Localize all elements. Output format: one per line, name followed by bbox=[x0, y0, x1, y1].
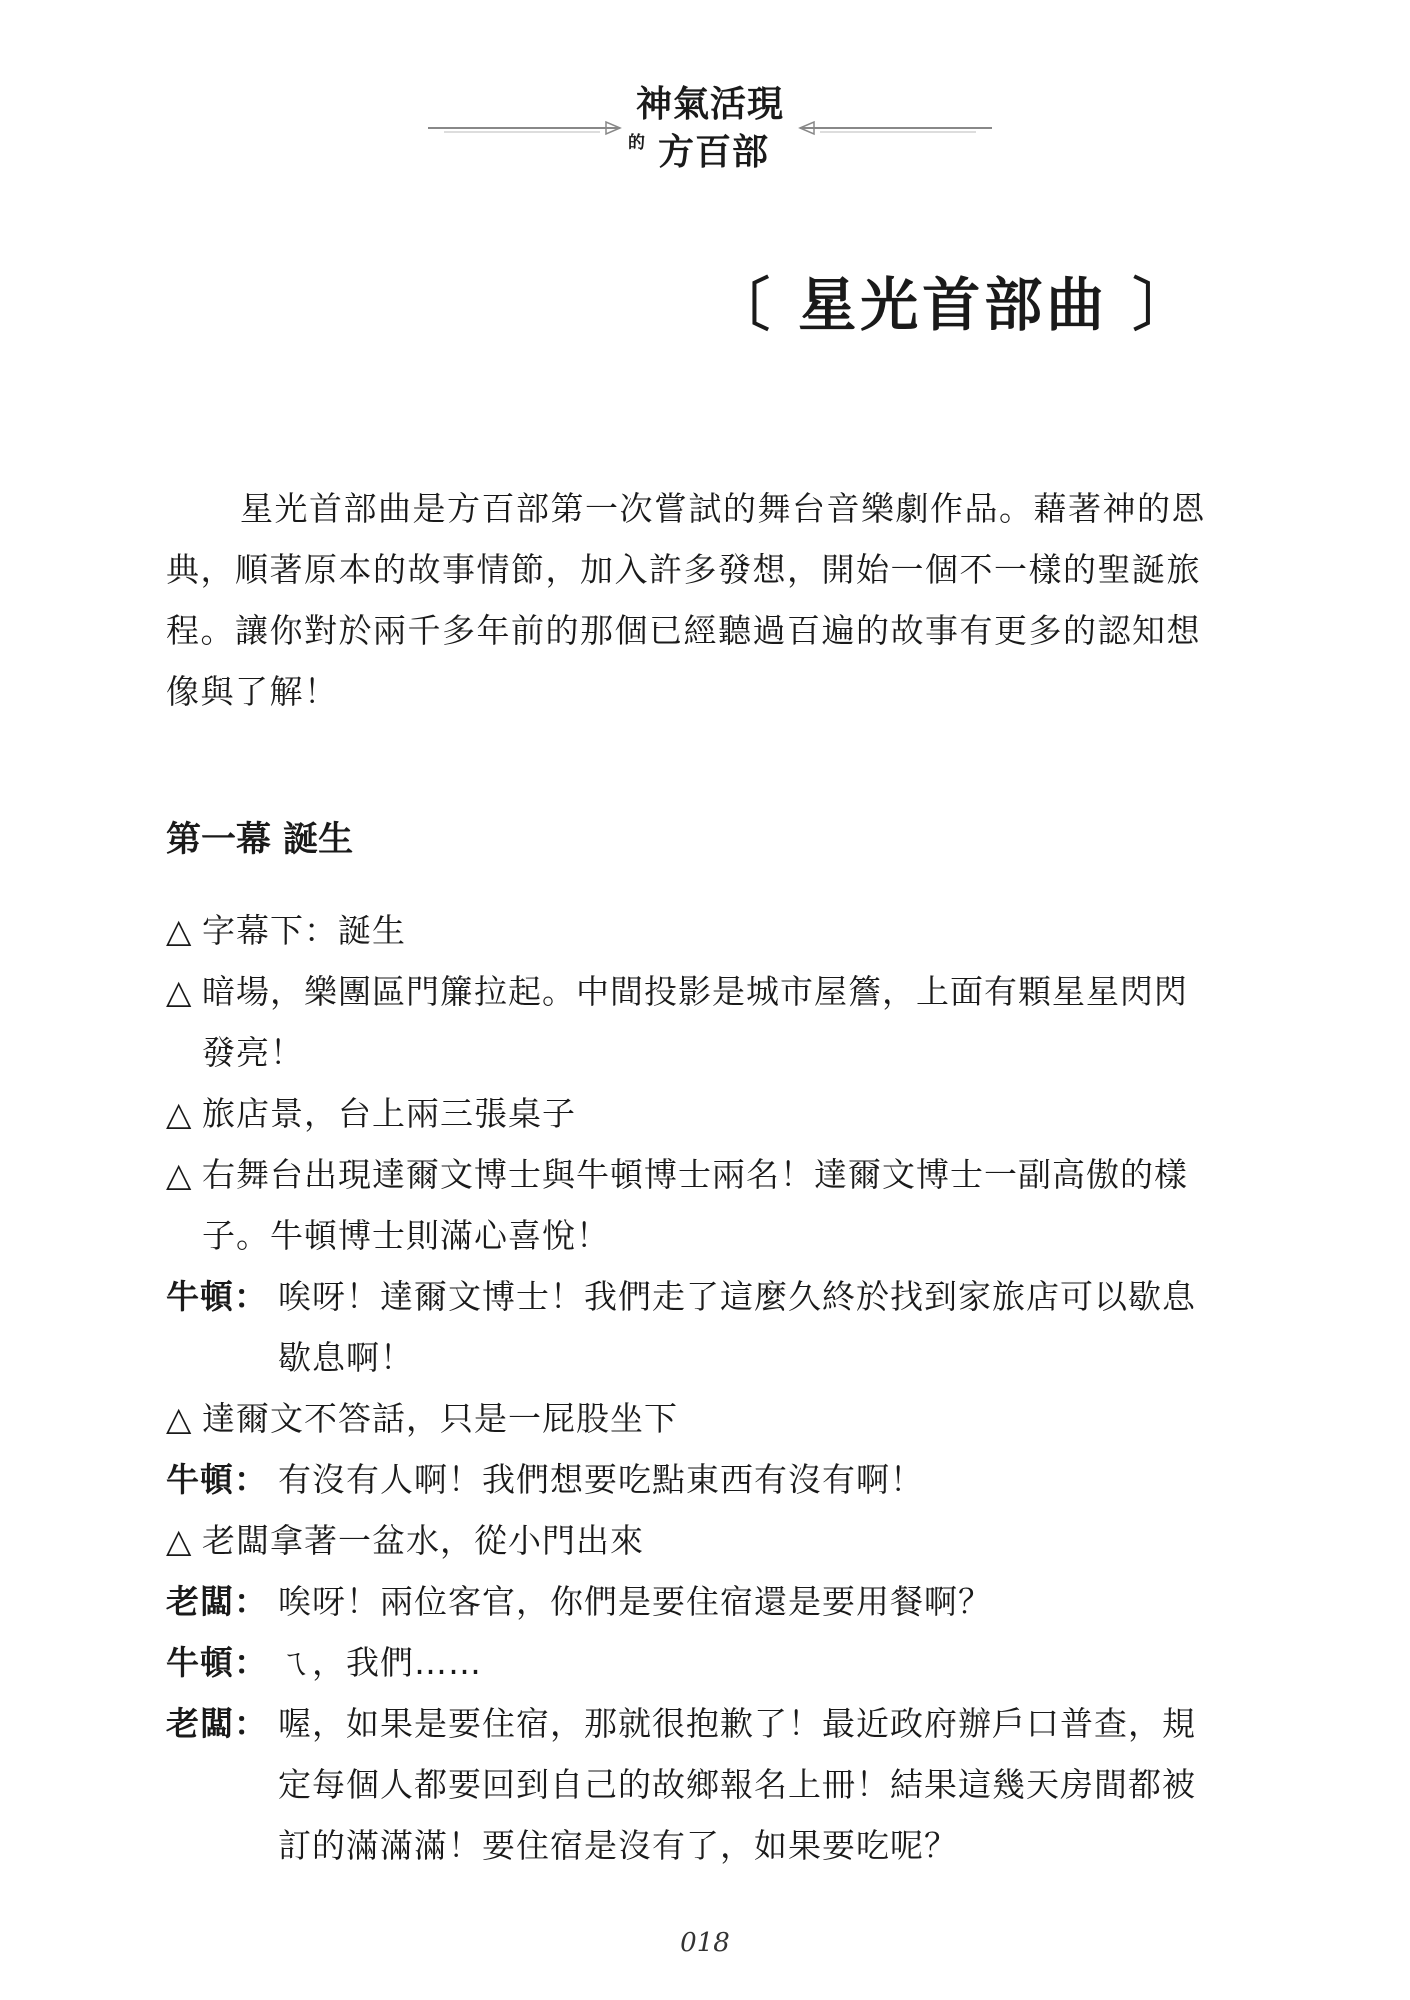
script-body bbox=[166, 900, 1206, 1876]
dialogue-line bbox=[166, 1571, 1206, 1632]
triangle-icon: △ bbox=[166, 1094, 193, 1133]
direction-text: 達爾文不答話，只是一屁股坐下 bbox=[202, 1399, 678, 1438]
stage-direction bbox=[166, 961, 1206, 1083]
triangle-icon: △ bbox=[166, 972, 193, 1011]
triangle-icon: △ bbox=[166, 1155, 193, 1194]
speaker-name: 牛頓： bbox=[166, 1643, 268, 1682]
triangle-icon: △ bbox=[166, 1399, 193, 1438]
triangle-icon: △ bbox=[166, 1521, 193, 1560]
dialogue-text: 唉呀！兩位客官，你們是要住宿還是要用餐啊？ bbox=[278, 1582, 992, 1621]
direction-text: 旅店景，台上兩三張桌子 bbox=[202, 1094, 576, 1133]
direction-text: 字幕下：誕生 bbox=[202, 911, 406, 950]
stage-direction bbox=[166, 1083, 1206, 1144]
dialogue-text: ㄟ，我們…… bbox=[278, 1643, 482, 1682]
speaker-name: 老闆： bbox=[166, 1582, 268, 1621]
direction-text: 右舞台出現達爾文博士與牛頓博士兩名！達爾文博士一副高傲的樣子。牛頓博士則滿心喜悅！ bbox=[202, 1155, 1188, 1255]
stage-direction bbox=[166, 900, 1206, 961]
stage-direction bbox=[166, 1510, 1206, 1571]
page-number: 018 bbox=[680, 1928, 730, 1958]
header-title-line1: 神氣活現 bbox=[635, 83, 784, 125]
scene-heading: 第一幕 誕生 bbox=[166, 820, 354, 860]
dialogue-line bbox=[166, 1693, 1206, 1876]
triangle-icon: △ bbox=[166, 911, 193, 950]
stage-direction bbox=[166, 1388, 1206, 1449]
dialogue-text: 喔，如果是要住宿，那就很抱歉了！最近政府辦戶口普查，規定每個人都要回到自己的故鄉報名上冊！結果這幾天房間都被訂的滿滿滿！要住宿是沒有了，如果要吃呢？ bbox=[278, 1704, 1196, 1865]
page-title: 〔 星光首部曲 〕 bbox=[712, 271, 1195, 339]
speaker-name: 牛頓： bbox=[166, 1460, 268, 1499]
dialogue-line bbox=[166, 1449, 1206, 1510]
dialogue-line bbox=[166, 1266, 1206, 1388]
header-title-particle: 的 bbox=[628, 133, 645, 153]
dialogue-text: 唉呀！達爾文博士！我們走了這麼久終於找到家旅店可以歇息歇息啊！ bbox=[278, 1277, 1196, 1377]
running-header bbox=[420, 72, 1000, 182]
speaker-name: 老闆： bbox=[166, 1704, 268, 1743]
direction-text: 老闆拿著一盆水，從小門出來 bbox=[202, 1521, 644, 1560]
stage-direction bbox=[166, 1144, 1206, 1266]
intro-paragraph: 星光首部曲是方百部第一次嘗試的舞台音樂劇作品。藉著神的恩典，順著原本的故事情節，加入許多發想，開始一個不一樣的聖誕旅程。讓你對於兩千多年前的那個已經聽過百遍的故事有更多的認知想像與了解！ bbox=[166, 489, 1206, 711]
header-title-line2: 方百部 bbox=[658, 131, 770, 173]
speaker-name: 牛頓： bbox=[166, 1277, 268, 1316]
direction-text: 暗場，樂團區門簾拉起。中間投影是城市屋簷，上面有顆星星閃閃發亮！ bbox=[202, 972, 1188, 1072]
dialogue-line bbox=[166, 1632, 1206, 1693]
dialogue-text: 有沒有人啊！我們想要吃點東西有沒有啊！ bbox=[278, 1460, 924, 1499]
